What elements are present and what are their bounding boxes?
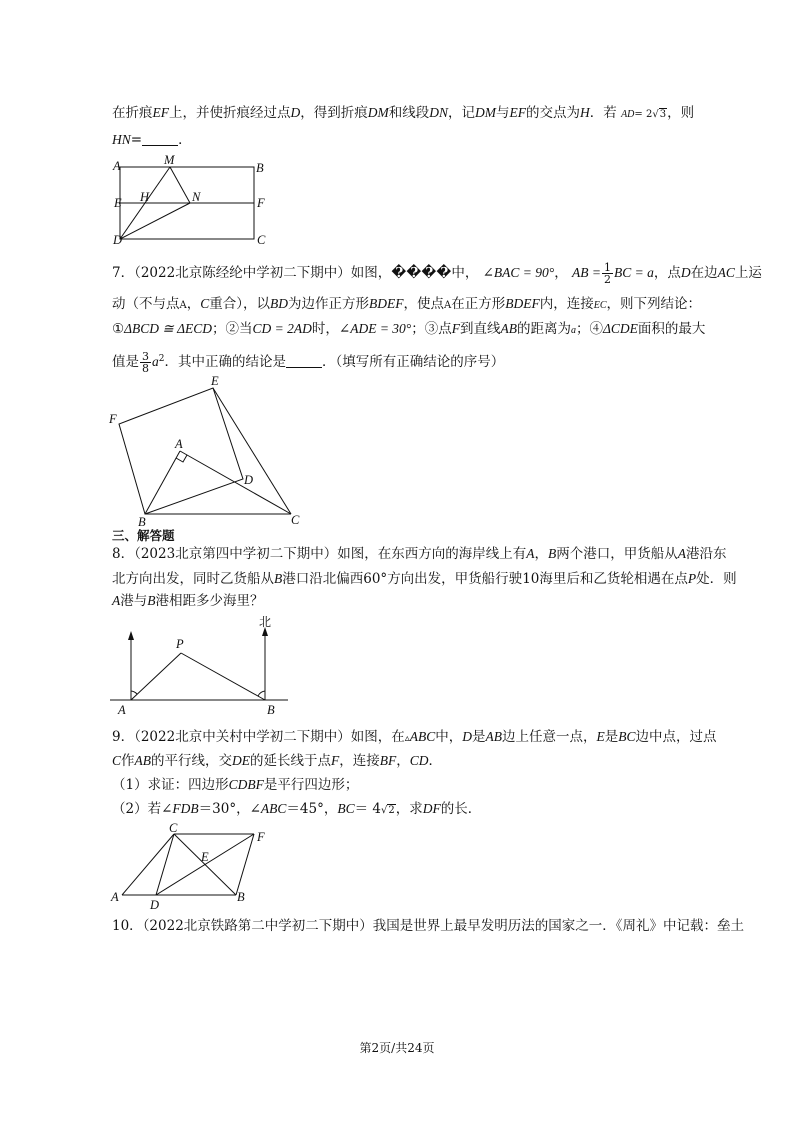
q7-line2: 动（不与点A，C重合），以BD为边作正方形BDEF，使点A在正方形BDEF内，连接EC，则下列结论： (112, 296, 702, 312)
q8-line2: 北方向出发，同时乙货船从B港口沿北偏西60°方向出发，甲货船行驶10海里后和乙货轮相遇在点P处．则 (112, 571, 737, 587)
q6-figure (110, 150, 270, 250)
answer-blank (142, 133, 178, 146)
angle-arc-a (131, 691, 137, 694)
q9-line1: 9．（2022北京中关村中学初二下期中）如图，在▵ABC中，D是AB边上任意一点，E是BC边中点，过点 (112, 729, 717, 745)
q9-figure (110, 822, 280, 917)
label-b: B (237, 890, 245, 904)
arrowhead-a (128, 631, 134, 640)
label-b: B (267, 703, 275, 717)
label-c: C (291, 513, 300, 527)
q7-line4: 值是 $\frac{3}{8}$ $a^2$．其中正确的结论是 ．（填写所有正确结论的序号） (112, 350, 505, 375)
label-c: C (169, 821, 178, 835)
q7-line3: ①ΔBCD ≅ ΔECD；②当CD = 2AD时，∠ADE = 30°；③点F到直线AB的距离为a；④ΔCDE面积的最大 (112, 321, 706, 337)
angle-arc-b (258, 691, 265, 696)
label-h: H (140, 190, 150, 204)
segment-ac (180, 451, 291, 514)
q6-line1: 在折痕EF上，并使折痕经过点D，得到折痕DM和线段DN，记DM与EF的交点为H．若 AD= 2√3，则 (112, 105, 695, 121)
route-ap (131, 653, 181, 700)
route-bp (181, 653, 265, 700)
label-f: F (109, 412, 117, 426)
label-e: E (211, 374, 219, 388)
fraction-three-eighths: $\frac{3}{8}$ (142, 350, 149, 375)
label-n: N (192, 190, 201, 204)
label-c: C (257, 233, 266, 247)
label-north: 北 (259, 615, 272, 629)
label-d: D (113, 233, 123, 247)
label-b: B (256, 161, 264, 175)
section-title: 三、解答题 (112, 528, 175, 543)
label-b: B (138, 515, 146, 529)
q8-figure (110, 614, 300, 719)
label-a: A (111, 890, 119, 904)
label-e: E (114, 196, 122, 210)
q8-line1: 8．（2023北京第四中学初二下期中）如图，在东西方向的海岸线上有A，B两个港口，甲货船从A港沿东 (112, 546, 727, 562)
segment-dn (120, 203, 190, 239)
segment-ab (145, 451, 180, 514)
q7-line1: 7．（2022北京陈经纶中学初二下期中）如图，����中， ∠BAC = 90°， AB = $\frac{1}{2}$ BC = a，点D在边AC上运 (112, 261, 762, 286)
q10-line1: 10．（2022北京铁路第二中学初二下期中）我国是世界上最早发明历法的国家之一．《周礼》中记载：垒土 (112, 918, 745, 934)
fraction-one-half: $\frac{1}{2}$ (603, 261, 611, 286)
segment-df (156, 834, 254, 895)
q9-line4: （2）若∠FDB＝30°，∠ABC＝45°，BC＝ 4√2，求DF的长． (112, 801, 482, 817)
q7-figure (105, 374, 315, 529)
label-d: D (150, 898, 160, 912)
label-f: F (257, 196, 265, 210)
label-d: D (244, 473, 254, 487)
label-a: A (113, 159, 121, 173)
q6-line2: HN= ． (112, 132, 192, 148)
segment-ac (122, 834, 174, 895)
q9-line3: （1）求证：四边形CDBF是平行四边形； (112, 777, 359, 793)
label-e: E (201, 850, 209, 864)
segment-mn (170, 167, 190, 203)
label-p: P (176, 637, 184, 651)
page-number: 第2页/共24页 (359, 1041, 435, 1055)
answer-blank (286, 355, 322, 368)
segment-ec (213, 388, 291, 514)
q8-line3: A港与B港相距多少海里？ (112, 593, 264, 609)
label-a: A (175, 437, 183, 451)
label-a: A (118, 703, 126, 717)
label-m: M (164, 153, 175, 167)
label-f: F (257, 830, 265, 844)
q9-line2: C作AB的平行线，交DE的延长线于点F，连接BF，CD． (112, 753, 443, 769)
